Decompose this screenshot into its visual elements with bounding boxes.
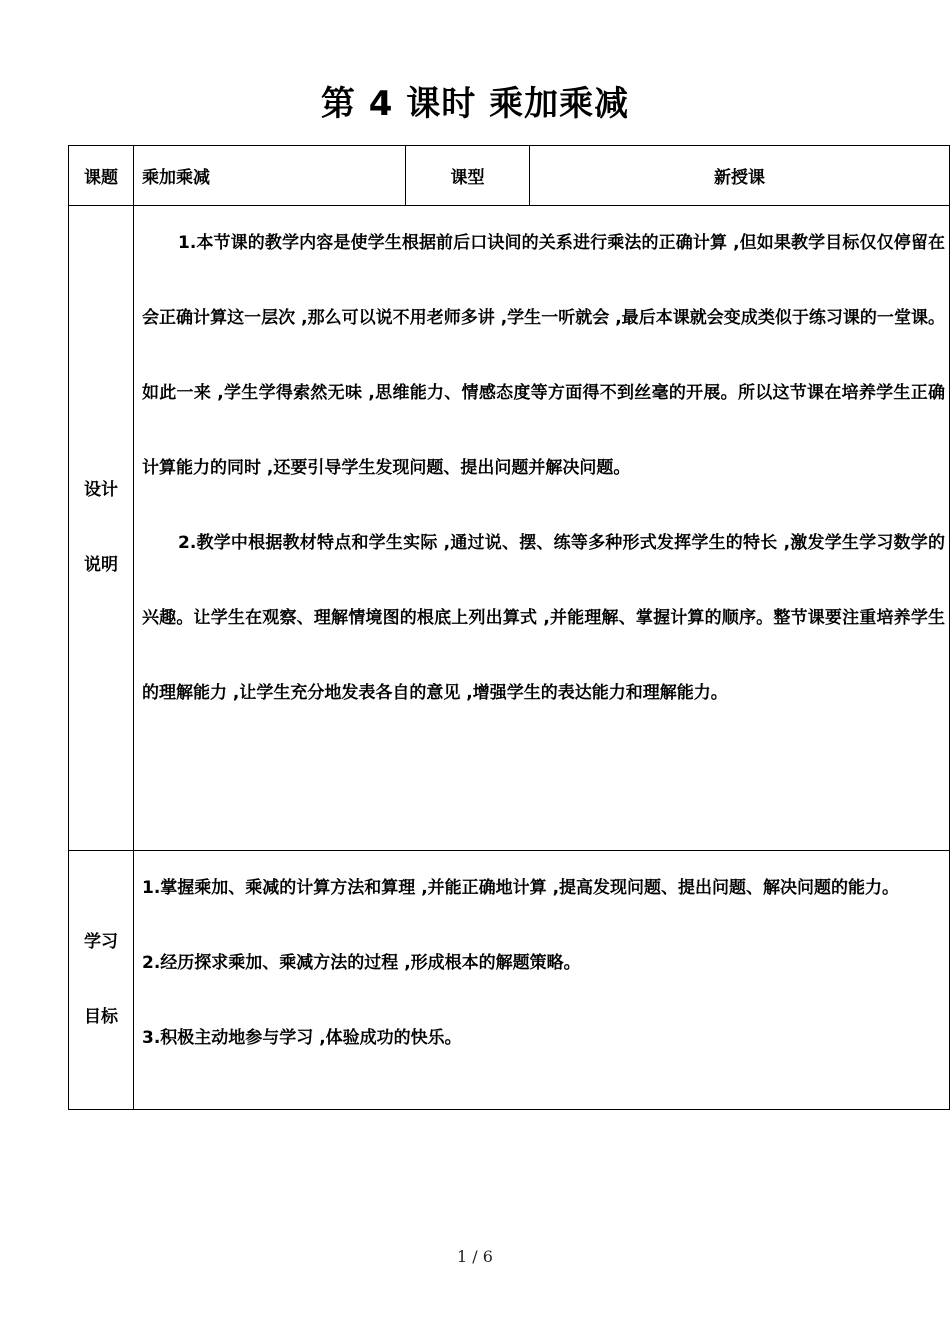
design-content	[134, 206, 950, 851]
design-row	[69, 206, 950, 851]
type-value: 新授课	[530, 146, 950, 206]
topic-label: 课题	[69, 146, 134, 206]
design-label	[69, 206, 134, 851]
design-paragraph-2: 2.教学中根据教材特点和学生实际 ,通过说、摆、练等多种形式发挥学生的特长 ,激发学生学习数学的兴趣。让学生在观察、理解情境图的根底上列出算式 ,并能理解、掌握计算的顺序。整节课要注重培养学生的理解能力 ,让学生充分地发表各自的意见 ,增强学生的表达能力和理解能力。	[142, 533, 945, 703]
type-label: 课型	[406, 146, 530, 206]
design-paragraph-1: 1.本节课的教学内容是使学生根据前后口诀间的关系进行乘法的正确计算 ,但如果教学目标仅仅停留在会正确计算这一层次 ,那么可以说不用老师多讲 ,学生一听就会 ,最后本课就会变成类似于练习课的一堂课。如此一来 ,学生学得索然无味 ,思维能力、情感态度等方面得不到丝毫的开展。所以这节课在培养学生正确计算能力的同时 ,还要引导学生发现问题、提出问题并解决问题。	[142, 233, 945, 478]
design-label-line1: 设计	[84, 480, 118, 500]
lesson-plan-table	[68, 145, 950, 1110]
goals-row	[69, 851, 950, 1110]
goals-content	[134, 851, 950, 1110]
page-number: 1 / 6	[457, 1247, 493, 1266]
document-title: 第 4 课时 乘加乘减	[320, 84, 630, 124]
goals-label	[69, 851, 134, 1110]
goal-item-3: 3.积极主动地参与学习 ,体验成功的快乐。	[142, 1028, 462, 1048]
topic-value: 乘加乘减	[134, 146, 406, 206]
design-label-line2: 说明	[84, 555, 118, 575]
goal-item-2: 2.经历探求乘加、乘减方法的过程 ,形成根本的解题策略。	[142, 953, 581, 973]
goals-label-line1: 学习	[84, 932, 118, 952]
header-row	[69, 146, 950, 206]
goals-label-line2: 目标	[84, 1007, 118, 1027]
goal-item-1: 1.掌握乘加、乘减的计算方法和算理 ,并能正确地计算 ,提高发现问题、提出问题、解决问题的能力。	[142, 878, 900, 898]
